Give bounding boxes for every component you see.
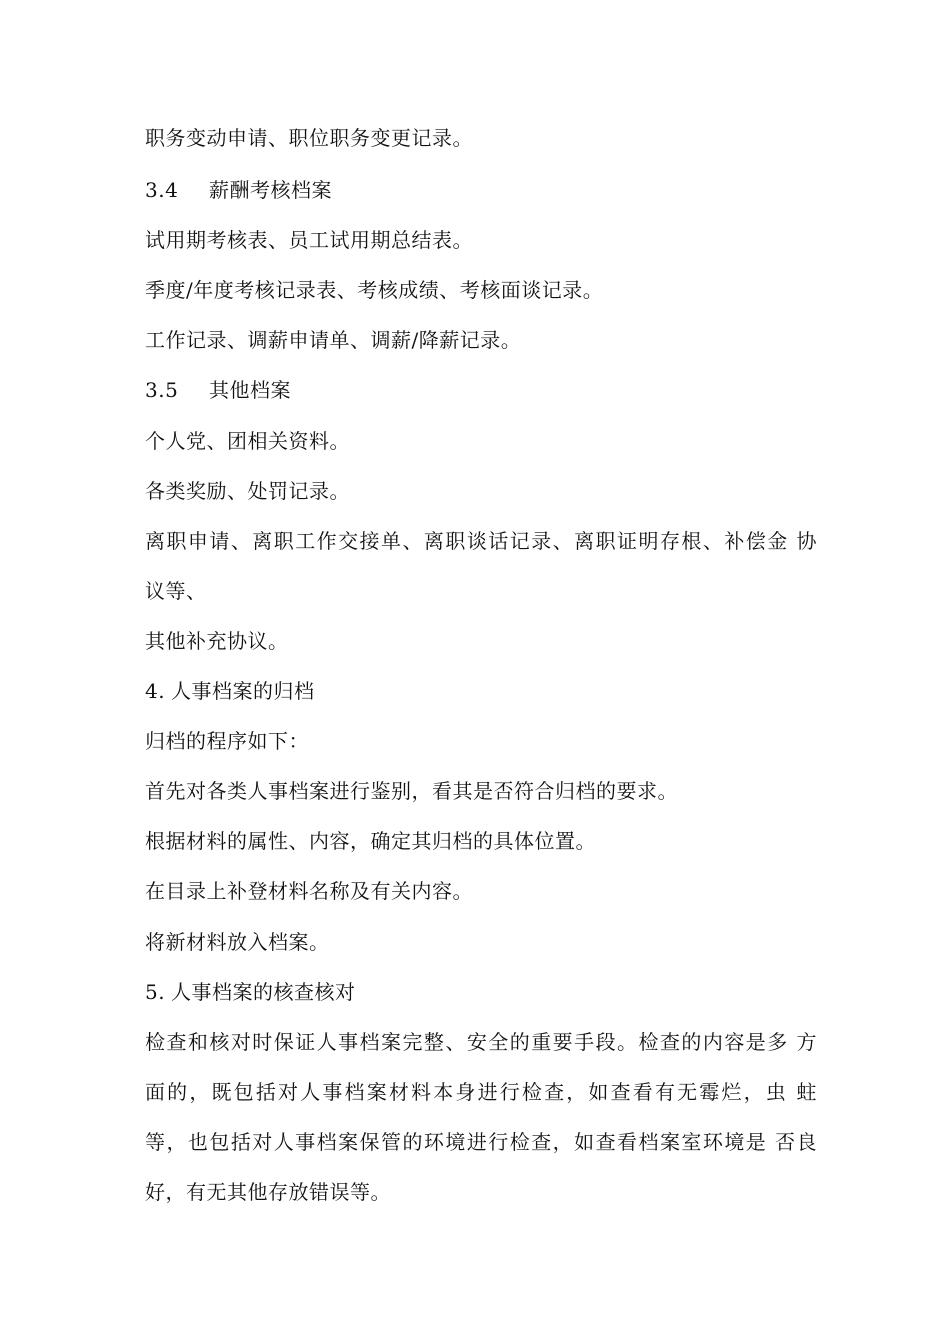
paragraph-line — [145, 1178, 825, 1206]
paragraph-line — [145, 276, 825, 304]
section-number: 3.4 — [145, 178, 179, 202]
section-number: 5. — [145, 980, 166, 1004]
section-heading — [145, 176, 825, 204]
line-text: 面的，既包括对人事档案材料本身进行检查，如查看有无霉烂，虫 蛀 — [145, 1080, 817, 1104]
line-text: 根据材料的属性、内容，确定其归档的具体位置。 — [145, 829, 596, 853]
paragraph-line — [145, 1028, 817, 1056]
line-text: 其他补充协议。 — [145, 629, 289, 653]
line-text: 在目录上补登材料名称及有关内容。 — [145, 879, 473, 903]
paragraph-line — [145, 124, 825, 152]
line-text: 检查和核对时保证人事档案完整、安全的重要手段。检查的内容是多 方 — [145, 1030, 817, 1054]
paragraph-line — [145, 226, 825, 254]
paragraph-line — [145, 1078, 817, 1106]
section-title: 薪酬考核档案 — [209, 178, 332, 202]
paragraph-line — [145, 928, 825, 956]
paragraph-line — [145, 527, 817, 555]
section-title: 人事档案的核查核对 — [171, 980, 356, 1004]
paragraph-line — [145, 877, 825, 905]
paragraph-line — [145, 427, 825, 455]
line-text: 职务变动申请、职位职务变更记录。 — [145, 126, 473, 150]
section-number: 3.5 — [145, 378, 179, 402]
line-text: 好，有无其他存放错误等。 — [145, 1180, 391, 1204]
line-text: 工作记录、调薪申请单、调薪/降薪记录。 — [145, 328, 522, 352]
paragraph-line — [145, 326, 825, 354]
section-title: 人事档案的归档 — [171, 679, 315, 703]
line-text: 将新材料放入档案。 — [145, 930, 330, 954]
paragraph-line — [145, 627, 825, 655]
line-text: 归档的程序如下： — [145, 729, 309, 753]
section-heading — [145, 376, 825, 404]
section-heading — [145, 978, 825, 1006]
line-text: 各类奖励、处罚记录。 — [145, 479, 350, 503]
paragraph-line — [145, 777, 825, 805]
line-text: 离职申请、离职工作交接单、离职谈话记录、离职证明存根、补偿金 协 — [145, 529, 817, 553]
line-text: 试用期考核表、员工试用期总结表。 — [145, 228, 473, 252]
line-text: 议等、 — [145, 579, 207, 603]
paragraph-line — [145, 477, 825, 505]
section-title: 其他档案 — [209, 378, 291, 402]
paragraph-line — [145, 1128, 817, 1156]
line-text: 季度/年度考核记录表、考核成绩、考核面谈记录。 — [145, 278, 604, 302]
paragraph-line — [145, 827, 825, 855]
paragraph-line — [145, 727, 825, 755]
line-text: 首先对各类人事档案进行鉴别，看其是否符合归档的要求。 — [145, 779, 678, 803]
line-text: 等，也包括对人事档案保管的环境进行检查，如查看档案室环境是 否良 — [145, 1130, 817, 1154]
line-text: 个人党、团相关资料。 — [145, 429, 350, 453]
section-heading — [145, 677, 825, 705]
section-number: 4. — [145, 679, 166, 703]
paragraph-line — [145, 577, 825, 605]
